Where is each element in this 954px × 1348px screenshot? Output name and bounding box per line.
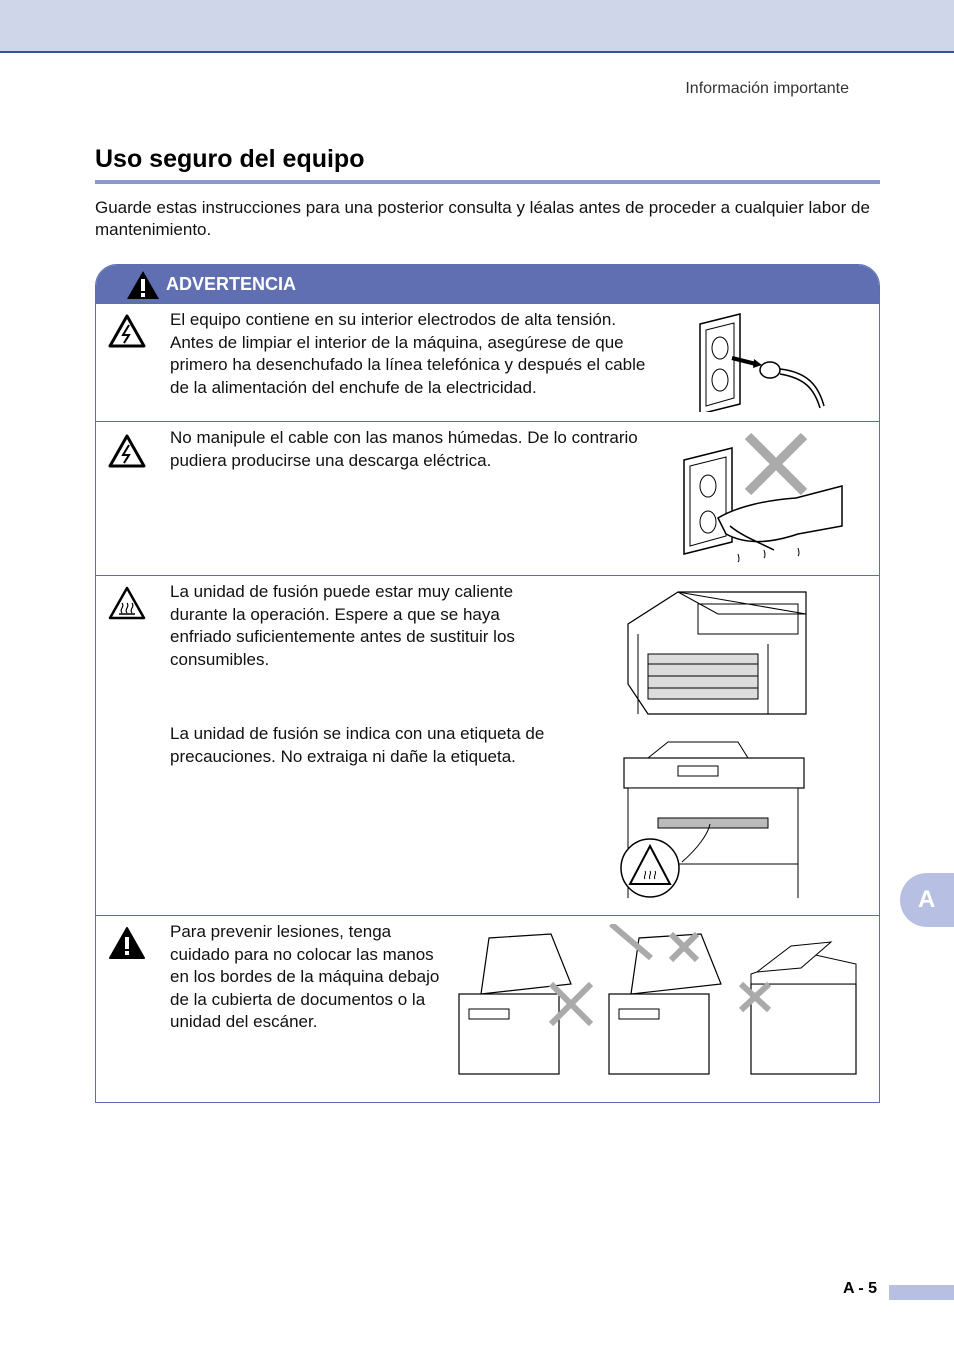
warning-item-wet-hands bbox=[96, 421, 879, 576]
warning-item-scanner-cover bbox=[96, 915, 879, 1102]
unplug-illustration bbox=[694, 312, 844, 412]
warning-item-fuser bbox=[96, 575, 879, 916]
title-rule bbox=[95, 180, 880, 184]
chapter-tab-letter: A bbox=[918, 886, 936, 913]
section-note: Información importante bbox=[685, 80, 849, 97]
caution-label-illustration bbox=[618, 738, 818, 898]
page-number-bar bbox=[889, 1285, 954, 1300]
page-title: Uso seguro del equipo bbox=[95, 145, 365, 173]
cover-edges-illustration bbox=[451, 924, 861, 1084]
warning-text: El equipo contiene en su interior electrodos de alta tensión. Antes de limpiar el interior de la máquina, asegúrese de que primero ha desenchufado la línea telefónica y después el cable de la alimentación del enchufe de la electricidad. bbox=[170, 310, 646, 397]
high-voltage-icon bbox=[108, 314, 146, 348]
warning-text: La unidad de fusión puede estar muy caliente durante la operación. Espere a que se haya enfriado suficientemente antes de sustituir los consumibles. bbox=[170, 582, 515, 669]
chapter-tab bbox=[900, 873, 954, 927]
warning-item-electrodes bbox=[96, 303, 879, 422]
warning-text: Para prevenir lesiones, tenga cuidado para no colocar las manos en los bordes de la máquina debajo de la cubierta de documentos o la unidad del escáner. bbox=[170, 922, 440, 1031]
fuser-unit-illustration bbox=[618, 584, 808, 724]
intro-paragraph: Guarde estas instrucciones para una posterior consulta y léalas antes de proceder a cualquier labor de mantenimiento. bbox=[95, 198, 870, 239]
warning-header bbox=[96, 265, 879, 303]
high-voltage-icon bbox=[108, 434, 146, 468]
page-number: A - 5 bbox=[843, 1280, 878, 1297]
warning-triangle-icon bbox=[108, 926, 146, 960]
top-band bbox=[0, 0, 954, 53]
wet-hands-illustration bbox=[678, 430, 848, 570]
warning-text: No manipule el cable con las manos húmedas. De lo contrario pudiera producirse una descarga eléctrica. bbox=[170, 428, 638, 470]
warning-box bbox=[95, 264, 880, 1103]
warning-triangle-icon bbox=[126, 270, 160, 300]
hot-surface-icon bbox=[108, 586, 146, 620]
warning-text-secondary: La unidad de fusión se indica con una etiqueta de precauciones. No extraiga ni dañe la etiqueta. bbox=[170, 724, 545, 766]
warning-label: ADVERTENCIA bbox=[166, 274, 297, 294]
